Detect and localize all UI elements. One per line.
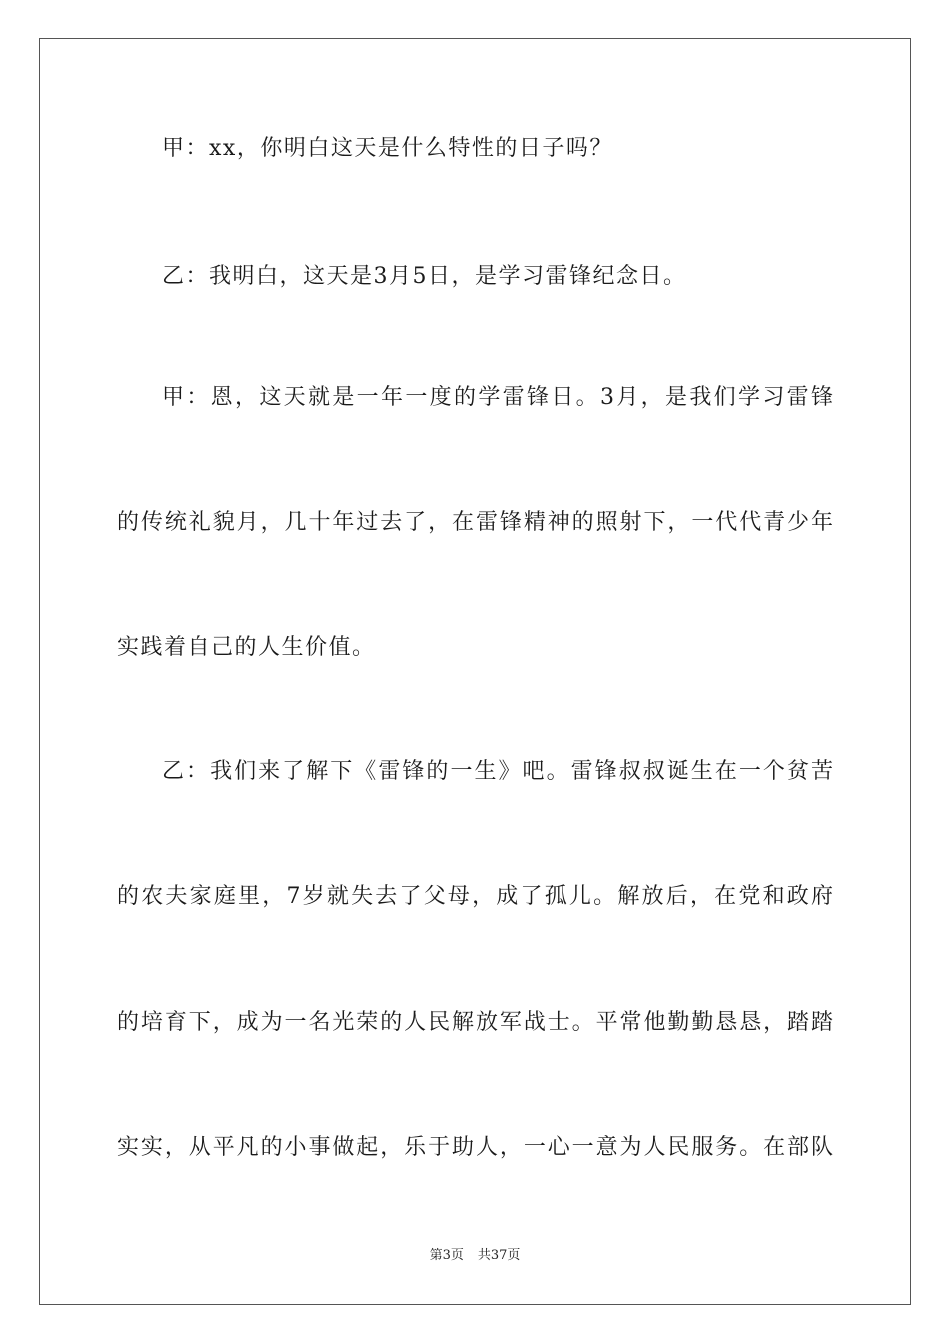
page-number-total: 共37页 (477, 1248, 521, 1263)
paragraph-line-9: 实实，从平凡的小事做起，乐于助人，一心一意为人民服务。在部队 (117, 1135, 833, 1160)
dialogue-line-1: 甲：xx，你明白这天是什么特性的日子吗？ (162, 136, 613, 161)
dialogue-line-3: 甲：恩，这天就是一年一度的学雷锋日。3月，是我们学习雷锋 (162, 385, 833, 410)
page-number-current: 第3页 (429, 1248, 464, 1263)
dialogue-line-6: 乙：我们来了解下《雷锋的一生》吧。雷锋叔叔诞生在一个贫苦 (162, 759, 833, 784)
paragraph-line-5: 实践着自己的人生价值。 (117, 635, 376, 660)
paragraph-line-8: 的培育下，成为一名光荣的人民解放军战士。平常他勤勤恳恳，踏踏 (117, 1010, 833, 1035)
paragraph-line-7: 的农夫家庭里，7岁就失去了父母，成了孤儿。解放后，在党和政府 (117, 884, 833, 909)
paragraph-line-4: 的传统礼貌月，几十年过去了，在雷锋精神的照射下，一代代青少年 (117, 510, 833, 535)
page-footer (0, 1247, 950, 1265)
dialogue-line-2: 乙：我明白，这天是3月5日，是学习雷锋纪念日。 (162, 264, 687, 289)
page-border (39, 38, 911, 1305)
